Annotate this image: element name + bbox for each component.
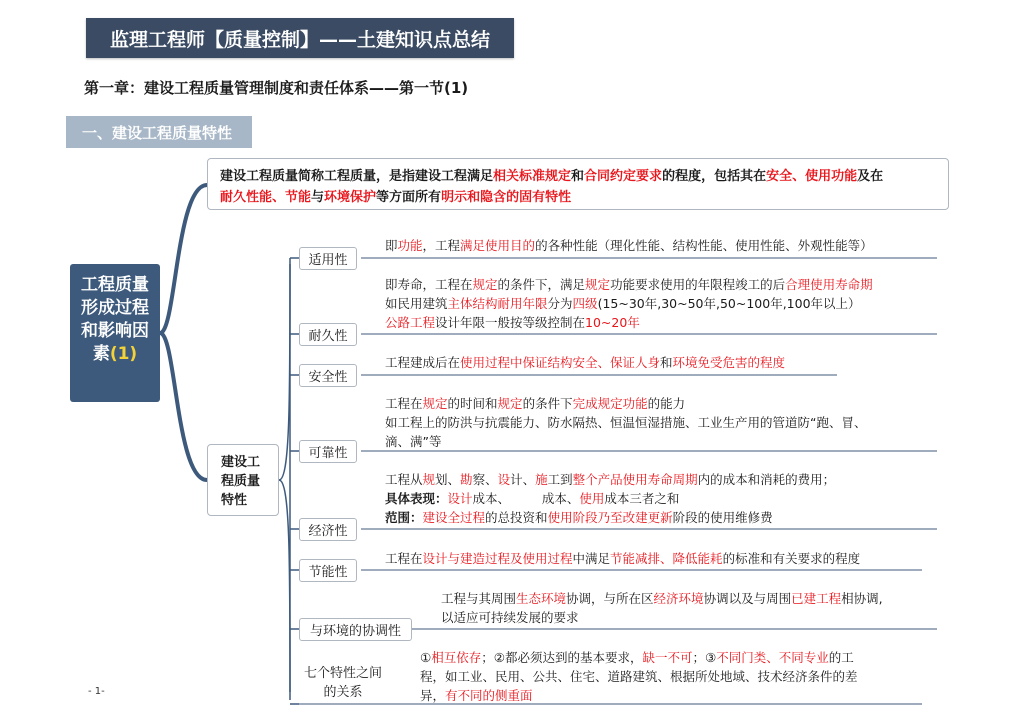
connector-branch xyxy=(160,333,207,480)
branch-node-quality-characteristics: 建设工程质量特性 xyxy=(207,444,279,516)
page-number: - 1- xyxy=(88,686,105,697)
definition-box: 建设工程质量简称工程质量，是指建设工程满足相关标准规定和合同约定要求的程度，包括其在安全、使用功能及在 耐久性能、节能与环境保护等方面所有明示和隐含的固有特性 xyxy=(207,158,949,210)
label-environment-coordination: 与环境的协调性 xyxy=(299,618,412,641)
connector-branch-down xyxy=(279,480,290,692)
desc-environment-coordination: 工程与其周围生态环境协调，与所在区经济环境协调以及与周围已建工程相协调, 以适应可持续发展的要求 xyxy=(441,591,883,625)
desc-relationship: ①相互依存；②都必须达到的基本要求，缺一不可；③不同门类、不同专业的工 程，如工业、民用、公共、住宅、道路建筑、根据所处地域、技术经济条件的差 异，有不同的侧重面 xyxy=(420,650,858,703)
section-tag: 一、建设工程质量特性 xyxy=(66,116,252,148)
desc-durability: 即寿命，工程在规定的条件下，满足规定功能要求使用的年限程竣工的后合理使用寿命期 如民用建筑主体结构耐用年限分为四级(15~30年,30~50年,50~100年,100年以上） 公路工程设计年限一般按等级控制在10~20年 xyxy=(385,277,873,330)
desc-energy-saving: 工程在设计与建造过程及使用过程中满足节能减排、降低能耗的标准和有关要求的程度 xyxy=(385,551,861,566)
connector-definition xyxy=(160,185,207,333)
desc-safety: 工程建成后在使用过程中保证结构安全、保证人身和环境免受危害的程度 xyxy=(385,355,786,370)
label-safety: 安全性 xyxy=(299,364,357,387)
chapter-heading: 第一章：建设工程质量管理制度和责任体系——第一节(1) xyxy=(84,79,469,97)
label-durability: 耐久性 xyxy=(299,323,357,346)
label-energy-saving: 节能性 xyxy=(299,559,357,582)
page-title: 监理工程师【质量控制】——土建知识点总结 xyxy=(86,18,514,58)
desc-suitability: 即功能，工程满足使用目的的各种性能（理化性能、结构性能、使用性能、外观性能等） xyxy=(385,238,873,253)
label-economy: 经济性 xyxy=(299,518,357,541)
label-reliability: 可靠性 xyxy=(299,440,357,463)
desc-reliability: 工程在规定的时间和规定的条件下完成规定功能的能力 如工程上的防洪与抗震能力、防水隔热、恒温恒湿措施、工业生产用的管道防“跑、冒、 滴、满”等 xyxy=(385,396,867,449)
central-topic-node: 工程质量形成过程和影响因素(1) xyxy=(70,264,160,402)
connector-branch-up xyxy=(279,264,290,480)
desc-economy: 工程从规划、勘察、设计、施工到整个产品使用寿命周期内的成本和消耗的费用； 具体表现：设计成本、 成本、使用成本三者之和 范围：建设全过程的总投资和使用阶段乃至改建更新阶段的使用维修费 xyxy=(385,472,836,525)
label-suitability: 适用性 xyxy=(299,247,357,270)
label-relationship: 七个特性之间的关系 xyxy=(303,666,382,700)
